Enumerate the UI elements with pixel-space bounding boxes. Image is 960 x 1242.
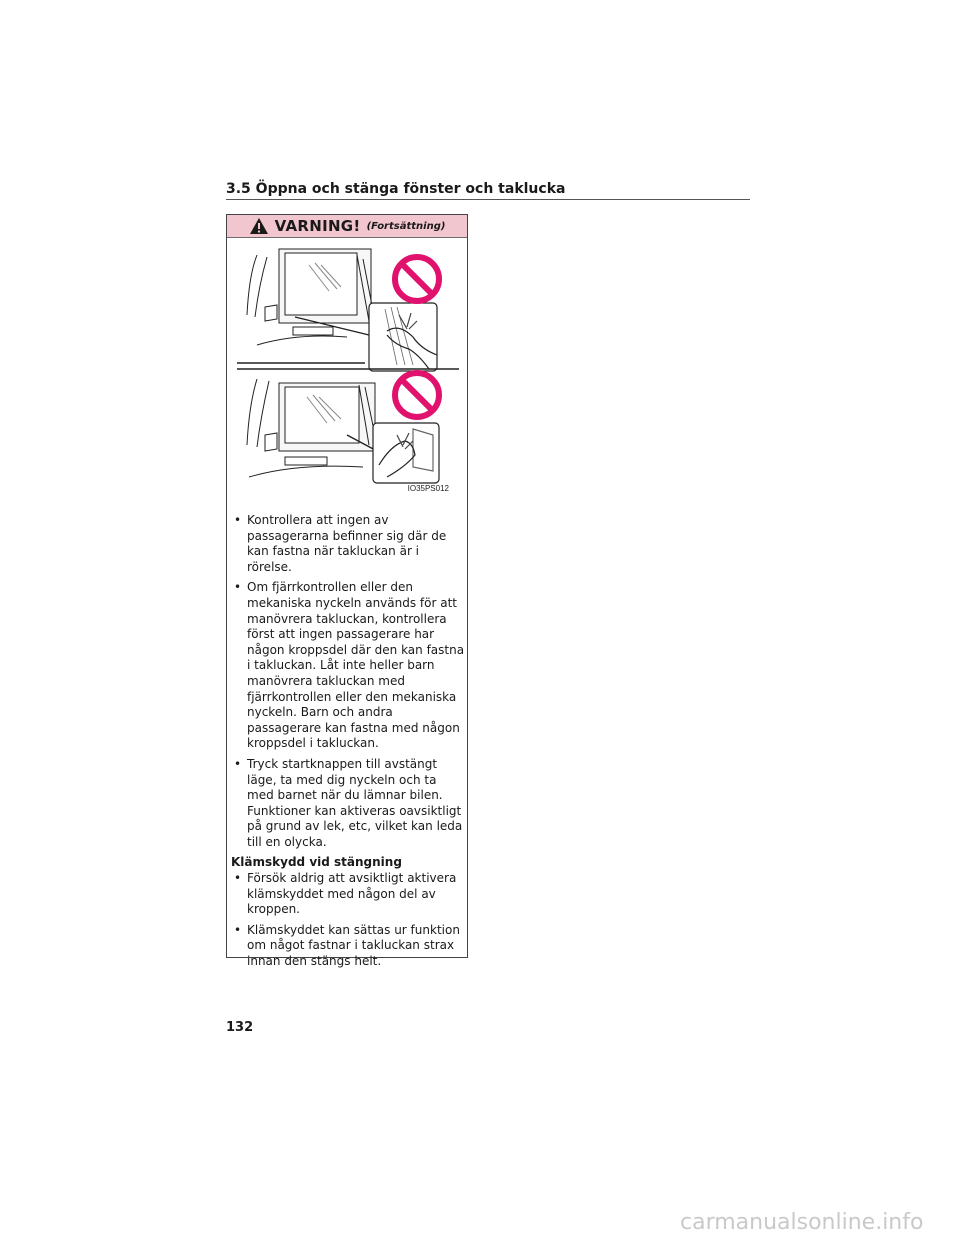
warning-box xyxy=(226,214,468,969)
warning-triangle-icon xyxy=(249,217,269,235)
prohibition-icon-top xyxy=(395,257,439,301)
section-divider xyxy=(226,199,750,200)
warning-title: VARNING! xyxy=(274,217,361,235)
warning-item: • Om fjärrkontrollen eller den mekaniska nyckeln används för att manövrera takluckan, kontrollera först att ingen passagerare har någon kroppsdel där den kan fastna i takluckan. Låt inte heller barn manövrera takluckan med fjärrkontrollen eller den mekaniska nyckeln. Barn och andra passagerare kan fastna med någon kroppsdel i takluckan. xyxy=(231,580,465,752)
warning-sub-item: • Försök aldrig att avsiktligt aktivera klämskyddet med någon del av kroppen. xyxy=(231,871,465,918)
top-inset xyxy=(369,303,437,371)
warning-item: • Tryck startknappen till avstängt läge, ta med dig nyckeln och ta med barnet när du lämnar bilen. Funktioner kan aktiveras oavsiktligt på grund av lek, etc, vilket kan leda till en olycka. xyxy=(231,757,465,851)
warning-body xyxy=(231,513,465,975)
warning-header xyxy=(227,215,467,238)
top-scene xyxy=(237,249,375,363)
warning-sub-item: • Klämskyddet kan sättas ur funktion om något fastnar i takluckan strax innan den stängs helt. xyxy=(231,923,465,970)
bottom-scene xyxy=(247,379,377,477)
prohibition-icon-bottom xyxy=(395,373,439,417)
warning-subtitle: (Fortsättning) xyxy=(366,220,446,232)
bottom-inset xyxy=(373,423,439,483)
warning-item: • Kontrollera att ingen av passagerarna befinner sig där de kan fastna när takluckan är i rörelse. xyxy=(231,513,465,575)
sunroof-hazard-drawing xyxy=(237,245,459,493)
warning-subheading: Klämskydd vid stängning xyxy=(231,855,402,870)
illustration-code: IO35PS012 xyxy=(407,484,449,493)
page-number: 132 xyxy=(226,1020,254,1035)
watermark: carmanualsonline.info xyxy=(680,1210,924,1235)
sunroof-illustration xyxy=(237,245,459,493)
section-title: 3.5 Öppna och stänga fönster och taklucka xyxy=(226,181,566,197)
